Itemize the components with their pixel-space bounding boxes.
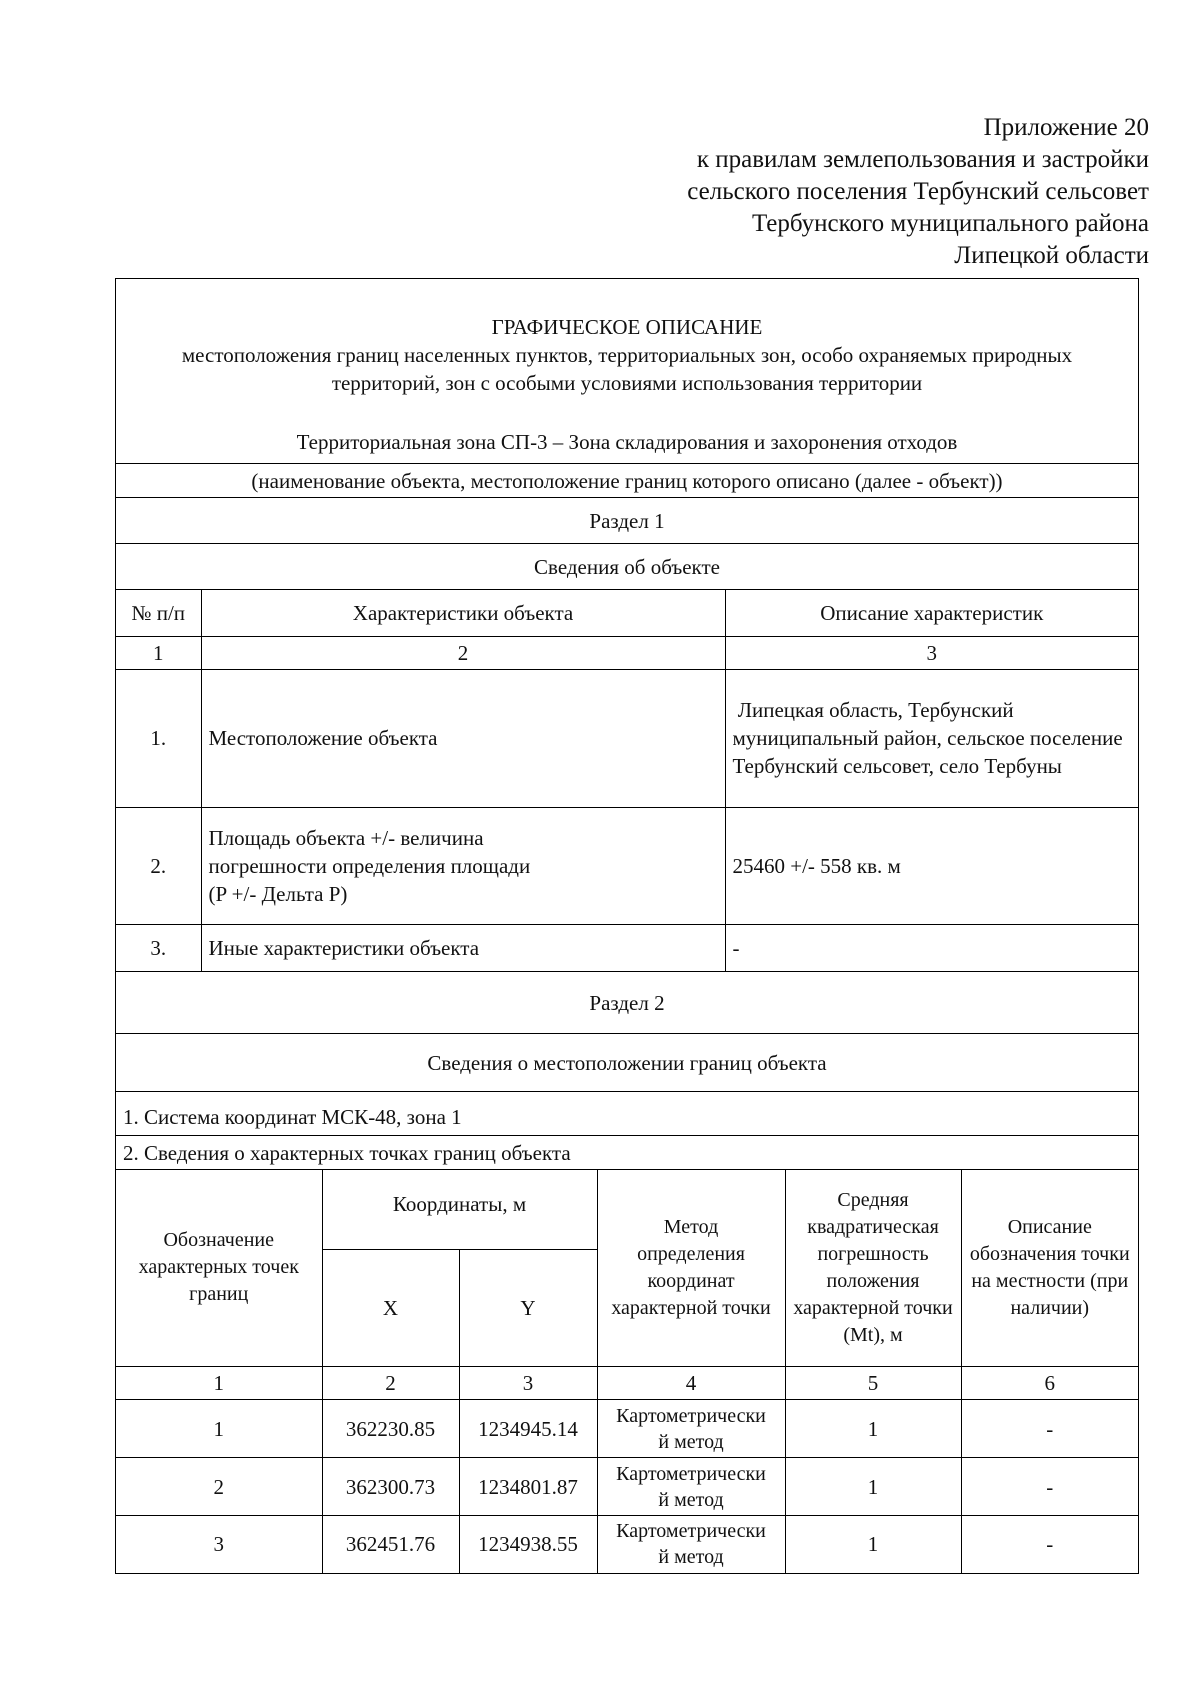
row-characteristic: Иные характеристики объекта: [201, 924, 725, 971]
point-x: 362230.85: [322, 1400, 459, 1458]
point-method: [597, 1458, 785, 1516]
point-error: 1: [785, 1458, 961, 1516]
column-header-x: X: [322, 1250, 459, 1367]
column-number: 1: [116, 1367, 322, 1400]
column-number: 2: [322, 1367, 459, 1400]
row-characteristic: [201, 807, 725, 924]
row-characteristic: Местоположение объекта: [201, 669, 725, 807]
row-num: 1.: [116, 669, 201, 807]
column-header-num: № п/п: [116, 590, 201, 636]
row-characteristic-line-3: (P +/- Дельта P): [208, 881, 348, 906]
coordinate-system: 1. Система координат МСК-48, зона 1: [116, 1092, 1138, 1136]
point-error: 1: [785, 1400, 961, 1458]
section-1-title: Раздел 1: [116, 498, 1138, 544]
column-number: 5: [785, 1367, 961, 1400]
appendix-line-2: к правилам землепользования и застройки: [696, 146, 1149, 173]
column-number: 2: [201, 636, 725, 669]
object-info-table: [116, 590, 1138, 972]
object-note: (наименование объекта, местоположение границ которого описано (далее - объект)): [116, 464, 1138, 498]
document-subtitle-2: территорий, зон с особыми условиями использования территории: [331, 371, 923, 395]
column-number: 1: [116, 636, 201, 669]
section-2-subtitle: Сведения о местоположении границ объекта: [116, 1034, 1138, 1092]
appendix-header: [449, 112, 1149, 272]
column-number: 3: [459, 1367, 597, 1400]
column-number: 6: [961, 1367, 1138, 1400]
point-method: [597, 1400, 785, 1458]
column-header-description: Описание характеристик: [725, 590, 1138, 636]
document-frame: [115, 278, 1139, 1574]
table-row: [116, 1400, 1138, 1458]
appendix-line-1: Приложение 20: [983, 114, 1149, 141]
points-title: 2. Сведения о характерных точках границ объекта: [116, 1136, 1138, 1170]
column-header-designation: Обозначение характерных точек границ: [116, 1170, 322, 1367]
section-1-subtitle: Сведения об объекте: [116, 544, 1138, 590]
point-error: 1: [785, 1516, 961, 1573]
point-method-line-2: й метод: [658, 1546, 724, 1569]
column-header-error: Средняя квадратическая погрешность положения характерной точки (Mt), м: [785, 1170, 961, 1367]
table-row: [116, 1458, 1138, 1516]
point-y: 1234938.55: [459, 1516, 597, 1573]
column-header-description: Описание обозначения точки на местности (при наличии): [961, 1170, 1138, 1367]
point-description: -: [961, 1458, 1138, 1516]
point-id: 1: [116, 1400, 322, 1458]
point-method-line-2: й метод: [658, 1430, 724, 1453]
appendix-line-4: Тербунского муниципального района: [751, 210, 1149, 237]
table-row: [116, 807, 1138, 924]
point-id: 3: [116, 1516, 322, 1573]
column-number: 3: [725, 636, 1138, 669]
row-characteristic-line-1: Площадь объекта +/- величина: [208, 825, 484, 850]
point-y: 1234801.87: [459, 1458, 597, 1516]
document-subtitle-1: местоположения границ населенных пунктов, территориальных зон, особо охраняемых природных: [181, 343, 1073, 367]
zone-name: Территориальная зона СП-3 – Зона складирования и захоронения отходов: [296, 430, 958, 454]
point-method-line-1: Картометрически: [616, 1520, 766, 1543]
row-num: 2.: [116, 807, 201, 924]
column-header-coordinates: Координаты, м: [322, 1170, 597, 1250]
section-2-title: Раздел 2: [116, 972, 1138, 1034]
document-title: ГРАФИЧЕСКОЕ ОПИСАНИЕ: [491, 315, 763, 339]
column-header-y: Y: [459, 1250, 597, 1367]
points-table: [116, 1170, 1138, 1573]
point-x: 362451.76: [322, 1516, 459, 1573]
column-number: 4: [597, 1367, 785, 1400]
table-row: [116, 1516, 1138, 1573]
column-header-characteristics: Характеристики объекта: [201, 590, 725, 636]
document-header: [116, 279, 1138, 464]
point-y: 1234945.14: [459, 1400, 597, 1458]
point-description: -: [961, 1516, 1138, 1573]
table-row: [116, 669, 1138, 807]
appendix-line-5: Липецкой области: [954, 242, 1149, 269]
point-id: 2: [116, 1458, 322, 1516]
row-num: 3.: [116, 924, 201, 971]
row-value: -: [725, 924, 1138, 971]
point-method-line-2: й метод: [658, 1488, 724, 1511]
column-header-method: Метод определения координат характерной точки: [597, 1170, 785, 1367]
row-value: Липецкая область, Тербунский муниципальный район, сельское поселение Тербунский сельсовет, село Тербуны: [725, 669, 1138, 807]
row-value: 25460 +/- 558 кв. м: [725, 807, 1138, 924]
point-method-line-1: Картометрически: [616, 1404, 766, 1427]
point-description: -: [961, 1400, 1138, 1458]
appendix-line-3: сельского поселения Тербунский сельсовет: [687, 178, 1149, 205]
table-row: [116, 924, 1138, 971]
point-method-line-1: Картометрически: [616, 1462, 766, 1485]
point-method: [597, 1516, 785, 1573]
row-characteristic-line-2: погрешности определения площади: [208, 853, 531, 878]
point-x: 362300.73: [322, 1458, 459, 1516]
